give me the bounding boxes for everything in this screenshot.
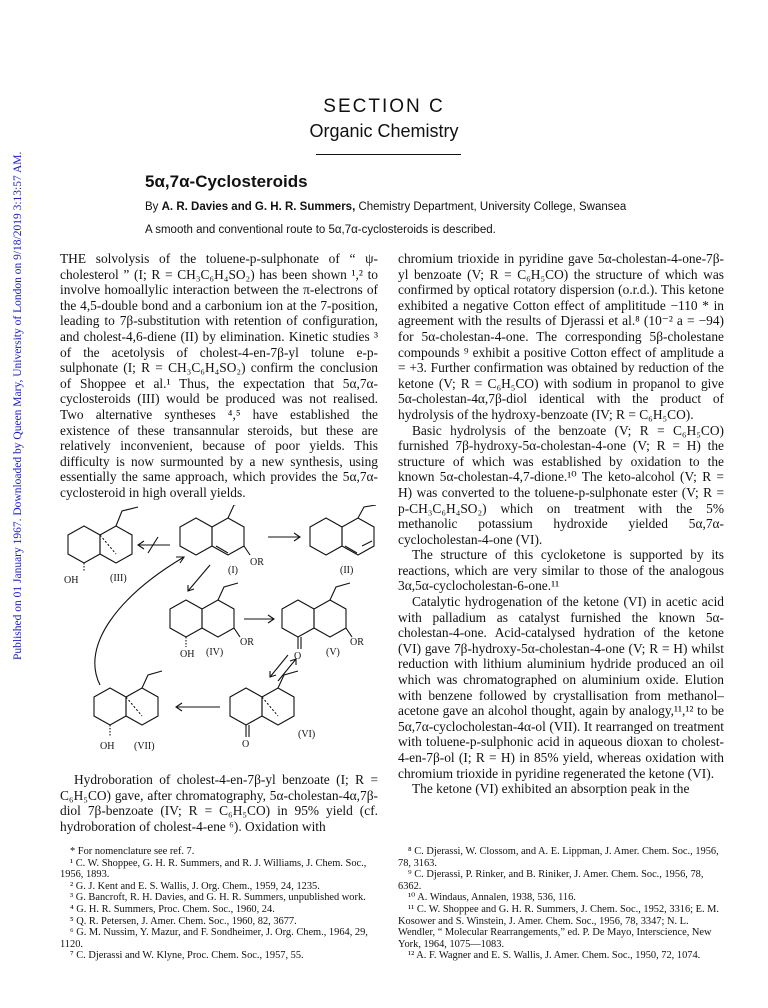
structure-VII <box>94 671 162 737</box>
label-III: (III) <box>110 573 127 584</box>
group-oh-III: OH <box>64 575 79 586</box>
footnote: ⁹ C. Djerassi, P. Rinker, and B. Riniker, J. Amer. Chem. Soc., 1956, 78, 6362. <box>398 869 704 892</box>
structure-IV <box>170 583 240 647</box>
arrow-VII-to-I-curved <box>95 557 184 685</box>
article-title: 5α,7α-Cyclosteroids <box>145 172 308 191</box>
footnote: ¹² A. F. Wagner and E. S. Wallis, J. Amer. Chem. Soc., 1950, 72, 1074. <box>408 950 701 962</box>
authors-prefix: By <box>145 201 162 213</box>
author-names: A. R. Davies and G. H. R. Summers, <box>161 201 356 213</box>
footnotes-right <box>398 846 724 962</box>
abstract: A smooth and conventional route to 5α,7α-cyclosteroids is described. <box>145 224 496 236</box>
group-oh-IV: OH <box>180 649 195 660</box>
footnote: ⁶ G. M. Nussim, Y. Mazur, and F. Sondheimer, J. Org. Chem., 1964, 29, 1120. <box>60 927 368 950</box>
footnote: ² G. J. Kent and E. S. Wallis, J. Org. Chem., 1959, 24, 1235. <box>70 880 320 892</box>
group-oh-VII: OH <box>100 741 115 752</box>
body-paragraph: THE solvolysis of the toluene-p-sulphonate of “ ψ-cholesterol ” (I; R = CH₃C₆H₄SO₂) has been shown ¹,² to involve homoallylic interaction between the π-electrons of the 4,5-double bond and a carbonium ion at the 7-position, leading to 7β-substitution with retention of configuration, and cholest-4,6-diene (II) by elimination. Kinetic studies ³ of the acetolysis of cholest-4-en-7β-yl tolune e-p-sulphonate (I; R = CH₃C₆H₄SO₂) confirm the conclusion of Shoppee et al.¹ Thus, the expectation that 5α,7α-cyclosteroids (III) would be produced was not realised. Two alternative syntheses ⁴,⁵ have established the existence of these transannular steroids, but these are relatively inconvenient, because of poor yields. This difficulty is now surmounted by a new synthesis, using essentially the same approach, which provides the 5α,7α-cyclosteroid in high overall yields. <box>60 251 378 500</box>
label-VII: (VII) <box>134 741 155 752</box>
column-right <box>398 251 724 797</box>
body-paragraph: Hydroboration of cholest-4-en-7β-yl benzoate (I; R = C₆H₅CO) gave, after chromatography, 5α-cholestan-4α,7β-diol 7β-benzoate (IV; R = C₆H₅CO) in 95% yield (cf. hydroboration of cholest-4-ene ⁶). Oxidation with <box>60 772 378 834</box>
arrow-I-to-II <box>268 533 300 541</box>
footnote: ¹ C. W. Shoppee, G. H. R. Summers, and R. J. Williams, J. Chem. Soc., 1956, 1893. <box>60 857 367 881</box>
arrow-I-to-IV <box>188 565 210 591</box>
column-left-top <box>60 251 378 501</box>
label-V: (V) <box>326 647 340 658</box>
body-paragraph: chromium trioxide in pyridine gave 5α-cholestan-4-one-7β-yl benzoate (V; R = C₆H₅CO) the structure of which was confirmed by optical rotatory dispersion (o.r.d.). This ketone exhibited a negative Cotton effect of amplititude −110 * in agreement with the results of Djerassi et al.⁸ (10⁻² a = −94) for 5α-cholestan-4-one. The corresponding 5β-cholestane compounds ⁹ exhibit a positive Cotton effect of amplitude a = +3. Further confirmation was obtained by reduction of the ketone (V; R = C₆H₅CO) with sodium in propanol to give 5α-cholestan-4α,7β-diol identical with the product of hydrolysis of the hydroxy-benzoate (IV; R = C₆H₅CO). <box>398 251 724 422</box>
structure-II <box>310 505 376 555</box>
download-notice-text: Published on 01 January 1967. Downloaded by Queen Mary, University of London on 9/18/2019 3:13:57 AM. <box>12 151 24 660</box>
footnote: ⁸ C. Djerassi, W. Clossom, and A. E. Lippman, J. Amer. Chem. Soc., 1956, 78, 3163. <box>398 846 719 869</box>
group-or-V: OR <box>350 637 364 648</box>
footnote: ⁴ G. H. R. Summers, Proc. Chem. Soc., 1960, 24. <box>70 903 275 915</box>
download-notice-sidebar <box>0 0 24 1008</box>
structure-I <box>180 505 250 555</box>
footnotes-left <box>60 846 378 962</box>
footnote: ⁷ C. Djerassi and W. Klyne, Proc. Chem. Soc., 1957, 55. <box>70 950 304 962</box>
section-subject: Organic Chemistry <box>309 121 459 141</box>
label-I: (I) <box>228 565 238 576</box>
arrow-IV-to-V <box>244 615 274 623</box>
footnote: ³ G. Bancroft, R. H. Davies, and G. H. R. Summers, unpublished work. <box>70 892 366 904</box>
section-heading: SECTION C <box>323 96 445 117</box>
body-paragraph: The structure of this cycloketone is supported by its reactions, which are very similar to those of the analogous 3α,5α-cyclocholestan-6-one.¹¹ <box>398 547 724 594</box>
label-II: (II) <box>340 565 354 576</box>
structure-III <box>68 507 138 571</box>
body-paragraph: Catalytic hydrogenation of the ketone (VI) in acetic acid with palladium as catalyst furnished the known 5α-cholestan-4-one. Acid-catalysed hydration of the ketone (VI) gave 7β-hydroxy-5α-cholestan-4-one (V; R = H) whilst reduction with lithium aluminium hydride produced an oil which was chromatographed on aluminium oxide. Elution with benzene followed by crystallisation from methanol–acetone gave an alcohol thought, again by analogy,¹¹,¹² to be 5α,7α-cyclocholestan-4α-ol (VII). It rearranged on treatment with toluene-p-sulphonic acid in aqueous dioxan to cholest-4-en-7β-ol (I; R = H) in 85% yield, whereas oxidation with chromium trioxide in pyridine regenerated the ketone (VI). <box>398 594 724 781</box>
affiliation: Chemistry Department, University College, Swansea <box>355 201 627 213</box>
structure-VI <box>230 671 298 737</box>
column-left-bottom <box>60 772 378 834</box>
group-or-IV: OR <box>240 637 254 648</box>
footnote: * For nomenclature see ref. 7. <box>70 846 195 857</box>
footnote: ¹⁰ A. Windaus, Annalen, 1938, 536, 116. <box>408 892 576 904</box>
arrow-VI-to-VII <box>176 703 220 711</box>
group-o-V: O <box>294 651 302 662</box>
body-paragraph: Basic hydrolysis of the benzoate (V; R = C₆H₅CO) furnished 7β-hydroxy-5α-cholestan-4-one (V; R = H) the structure of which was established by oxidation to the known 5α-cholestan-4,7-dione.¹⁰ The keto-alcohol (V; R = H) was converted to the toluene-p-sulphonate ester (V; R = p-CH₃C₆H₄SO₂) which on treatment with the 5% methanolic potassium hydroxide yielded 5α,7α-cyclocholestan-4-one (VI). <box>398 422 724 547</box>
title-divider <box>316 154 461 155</box>
group-or-I: OR <box>250 557 264 568</box>
footnote: ⁵ Q. R. Petersen, J. Amer. Chem. Soc., 1960, 82, 3677. <box>70 915 297 927</box>
label-IV: (IV) <box>206 647 224 658</box>
body-paragraph: The ketone (VI) exhibited an absorption peak in the <box>412 781 690 797</box>
arrow-I-to-III-crossed <box>138 537 170 553</box>
reaction-scheme <box>60 505 380 767</box>
author-line <box>145 201 626 213</box>
group-o-VI: O <box>242 739 250 750</box>
footnote: ¹¹ C. W. Shoppee and G. H. R. Summers, J. Chem. Soc., 1952, 3316; E. M. Kosower and S. Winstein, J. Amer. Chem. Soc., 1956, 78, 3347; N. L. Wendler, “ Molecular Rearrangements,” ed. P. De Mayo, Interscience, New York, 1964, 1075—1083. <box>398 903 720 950</box>
structure-V <box>282 583 352 649</box>
label-VI: (VI) <box>298 729 316 740</box>
